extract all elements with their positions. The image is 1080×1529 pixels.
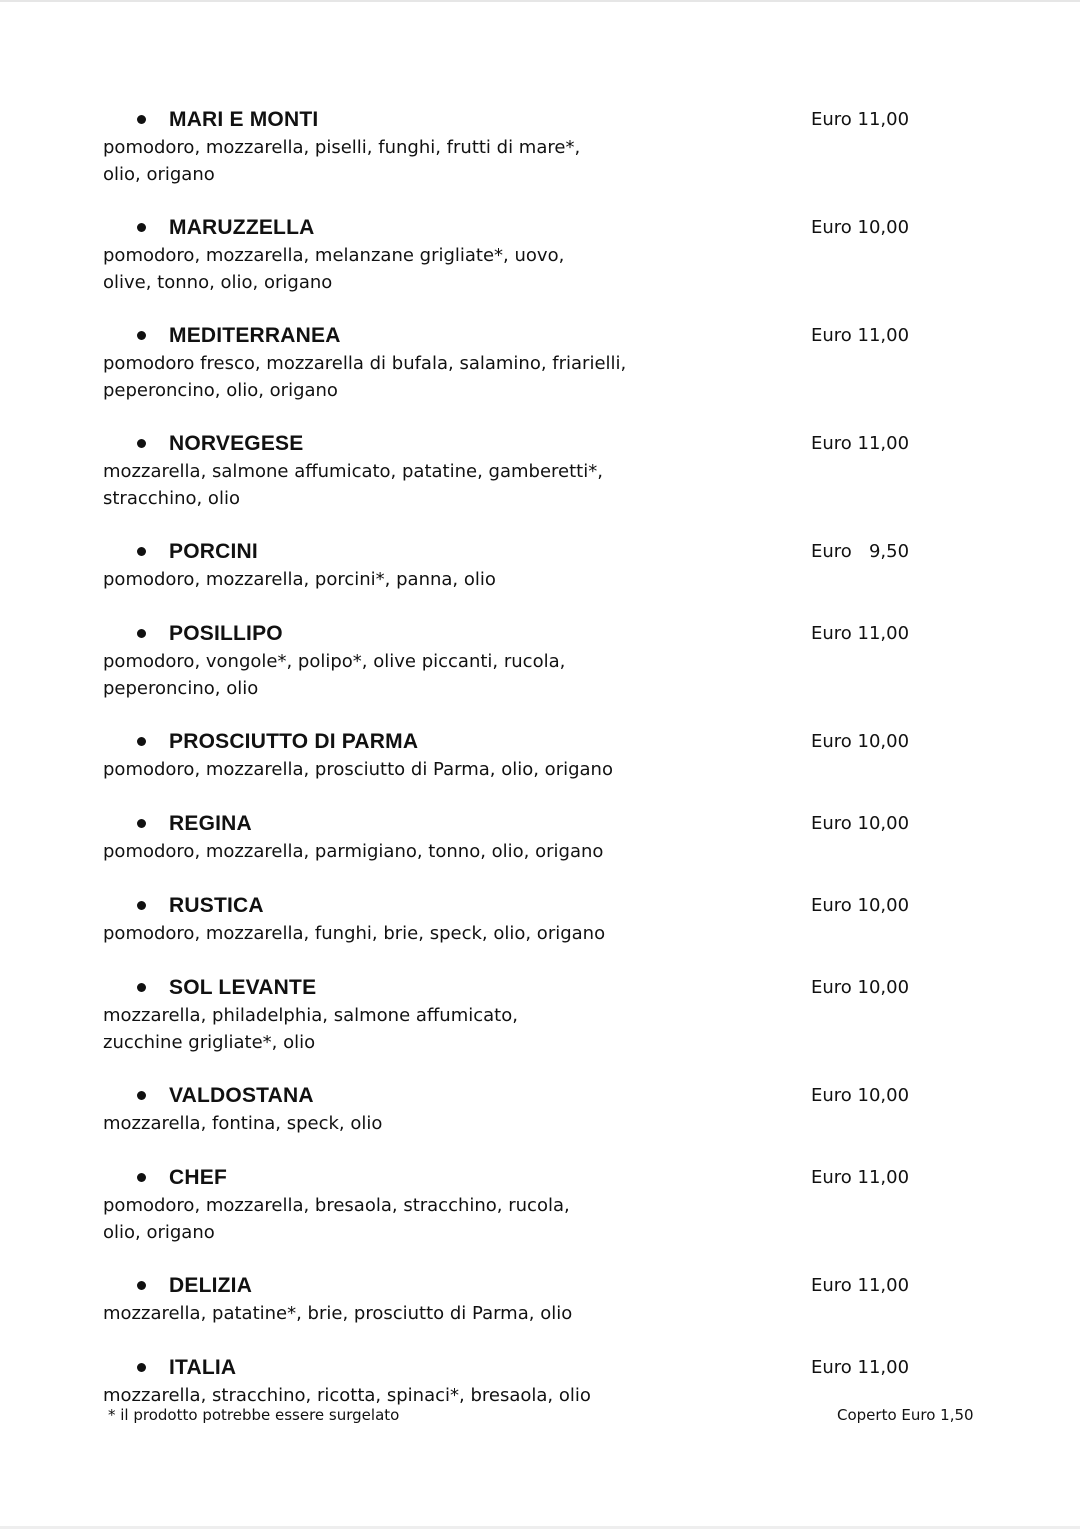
menu-item-description — [103, 1002, 663, 1056]
description-line: zucchine grigliate*, olio — [103, 1032, 316, 1053]
menu-item-name: NORVEGESE — [169, 432, 304, 455]
description-line: mozzarella, stracchino, ricotta, spinaci*, bresaola, olio — [103, 1385, 591, 1406]
bullet-icon — [137, 737, 146, 746]
menu-item-description — [103, 242, 663, 296]
bullet-icon — [137, 331, 146, 340]
description-line: olio, origano — [103, 164, 215, 185]
menu-item — [103, 214, 953, 296]
menu-item-description — [103, 756, 663, 783]
description-line: olio, origano — [103, 1222, 215, 1243]
description-line: olive, tonno, olio, origano — [103, 272, 333, 293]
menu-item-header — [103, 1354, 953, 1382]
description-line: mozzarella, salmone affumicato, patatine, gamberetti*, — [103, 461, 603, 482]
bullet-icon — [137, 1173, 146, 1182]
description-line: pomodoro, mozzarella, porcini*, panna, olio — [103, 569, 496, 590]
menu-item-header — [103, 1082, 953, 1110]
description-line: pomodoro, mozzarella, bresaola, stracchino, rucola, — [103, 1195, 570, 1216]
menu-item-price: Euro 10,00 — [811, 1085, 910, 1106]
bullet-icon — [137, 439, 146, 448]
menu-item — [103, 620, 953, 702]
menu-item — [103, 106, 953, 188]
menu-item — [103, 538, 953, 593]
description-line: pomodoro fresco, mozzarella di bufala, salamino, friarielli, — [103, 353, 627, 374]
description-line: mozzarella, philadelphia, salmone affumicato, — [103, 1005, 518, 1026]
bullet-icon — [137, 1363, 146, 1372]
menu-item-price: Euro 11,00 — [811, 1275, 910, 1296]
menu-item — [103, 430, 953, 512]
bullet-icon — [137, 547, 146, 556]
bullet-icon — [137, 629, 146, 638]
description-line: pomodoro, mozzarella, melanzane grigliate*, uovo, — [103, 245, 565, 266]
menu-item — [103, 892, 953, 947]
menu-item-name: PORCINI — [169, 540, 258, 563]
description-line: pomodoro, mozzarella, parmigiano, tonno, olio, origano — [103, 841, 604, 862]
menu-item-description — [103, 566, 663, 593]
menu-item-description — [103, 838, 663, 865]
description-line: pomodoro, vongole*, polipo*, olive piccanti, rucola, — [103, 651, 566, 672]
menu-item-price: Euro 11,00 — [811, 433, 910, 454]
menu-item-header — [103, 892, 953, 920]
menu-item — [103, 1164, 953, 1246]
menu-item-price: Euro 10,00 — [811, 217, 910, 238]
menu-item-price: Euro 11,00 — [811, 1167, 910, 1188]
menu-item-header — [103, 1272, 953, 1300]
menu-item-price: Euro 10,00 — [811, 731, 910, 752]
menu-item-name: VALDOSTANA — [169, 1084, 314, 1107]
bullet-icon — [137, 223, 146, 232]
menu-item-price: Euro 10,00 — [811, 813, 910, 834]
menu-item-name: CHEF — [169, 1166, 227, 1189]
bullet-icon — [137, 819, 146, 828]
menu-item-header — [103, 538, 953, 566]
menu-item — [103, 1272, 953, 1327]
menu-item-header — [103, 214, 953, 242]
menu-item-name: POSILLIPO — [169, 622, 283, 645]
bullet-icon — [137, 1091, 146, 1100]
description-line: mozzarella, fontina, speck, olio — [103, 1113, 383, 1134]
menu-item-price: Euro 11,00 — [811, 1357, 910, 1378]
description-line: peperoncino, olio, origano — [103, 380, 338, 401]
description-line: peperoncino, olio — [103, 678, 259, 699]
menu-item-description — [103, 458, 663, 512]
menu-item — [103, 810, 953, 865]
menu-item-name: MEDITERRANEA — [169, 324, 341, 347]
bullet-icon — [137, 983, 146, 992]
menu-item-price: Euro 11,00 — [811, 623, 910, 644]
menu-item-price: Euro 9,50 — [811, 541, 910, 562]
frozen-product-footnote: * il prodotto potrebbe essere surgelato — [108, 1406, 400, 1424]
bullet-icon — [137, 1281, 146, 1290]
menu-item-header — [103, 810, 953, 838]
menu-item-name: DELIZIA — [169, 1274, 253, 1297]
menu-item-header — [103, 322, 953, 350]
menu-item-name: SOL LEVANTE — [169, 976, 317, 999]
menu-item — [103, 322, 953, 404]
menu-item-name: RUSTICA — [169, 894, 264, 917]
pizza-menu-list — [103, 106, 953, 1436]
menu-item — [103, 1354, 953, 1409]
menu-item-description — [103, 134, 663, 188]
menu-item-price: Euro 10,00 — [811, 977, 910, 998]
menu-item-description — [103, 648, 663, 702]
menu-item — [103, 728, 953, 783]
menu-item-name: MARI E MONTI — [169, 108, 319, 131]
description-line: pomodoro, mozzarella, piselli, funghi, frutti di mare*, — [103, 137, 581, 158]
menu-item-name: MARUZZELLA — [169, 216, 315, 239]
menu-item-description — [103, 920, 663, 947]
menu-item-description — [103, 350, 663, 404]
menu-item-price: Euro 11,00 — [811, 325, 910, 346]
description-line: mozzarella, patatine*, brie, prosciutto di Parma, olio — [103, 1303, 573, 1324]
menu-item-name: REGINA — [169, 812, 252, 835]
menu-item-description — [103, 1300, 663, 1327]
menu-item-name: ITALIA — [169, 1356, 237, 1379]
menu-item-header — [103, 430, 953, 458]
cover-charge-note: Coperto Euro 1,50 — [837, 1406, 974, 1424]
menu-item-name: PROSCIUTTO DI PARMA — [169, 730, 419, 753]
description-line: stracchino, olio — [103, 488, 240, 509]
menu-item-description — [103, 1110, 663, 1137]
menu-item-header — [103, 728, 953, 756]
description-line: pomodoro, mozzarella, funghi, brie, speck, olio, origano — [103, 923, 606, 944]
menu-item — [103, 974, 953, 1056]
description-line: pomodoro, mozzarella, prosciutto di Parma, olio, origano — [103, 759, 613, 780]
bullet-icon — [137, 901, 146, 910]
menu-item-header — [103, 1164, 953, 1192]
menu-item-description — [103, 1192, 663, 1246]
menu-item-header — [103, 620, 953, 648]
bullet-icon — [137, 115, 146, 124]
menu-item-price: Euro 11,00 — [811, 109, 910, 130]
top-divider — [0, 0, 1080, 2]
menu-item — [103, 1082, 953, 1137]
menu-item-header — [103, 106, 953, 134]
menu-item-header — [103, 974, 953, 1002]
menu-item-price: Euro 10,00 — [811, 895, 910, 916]
